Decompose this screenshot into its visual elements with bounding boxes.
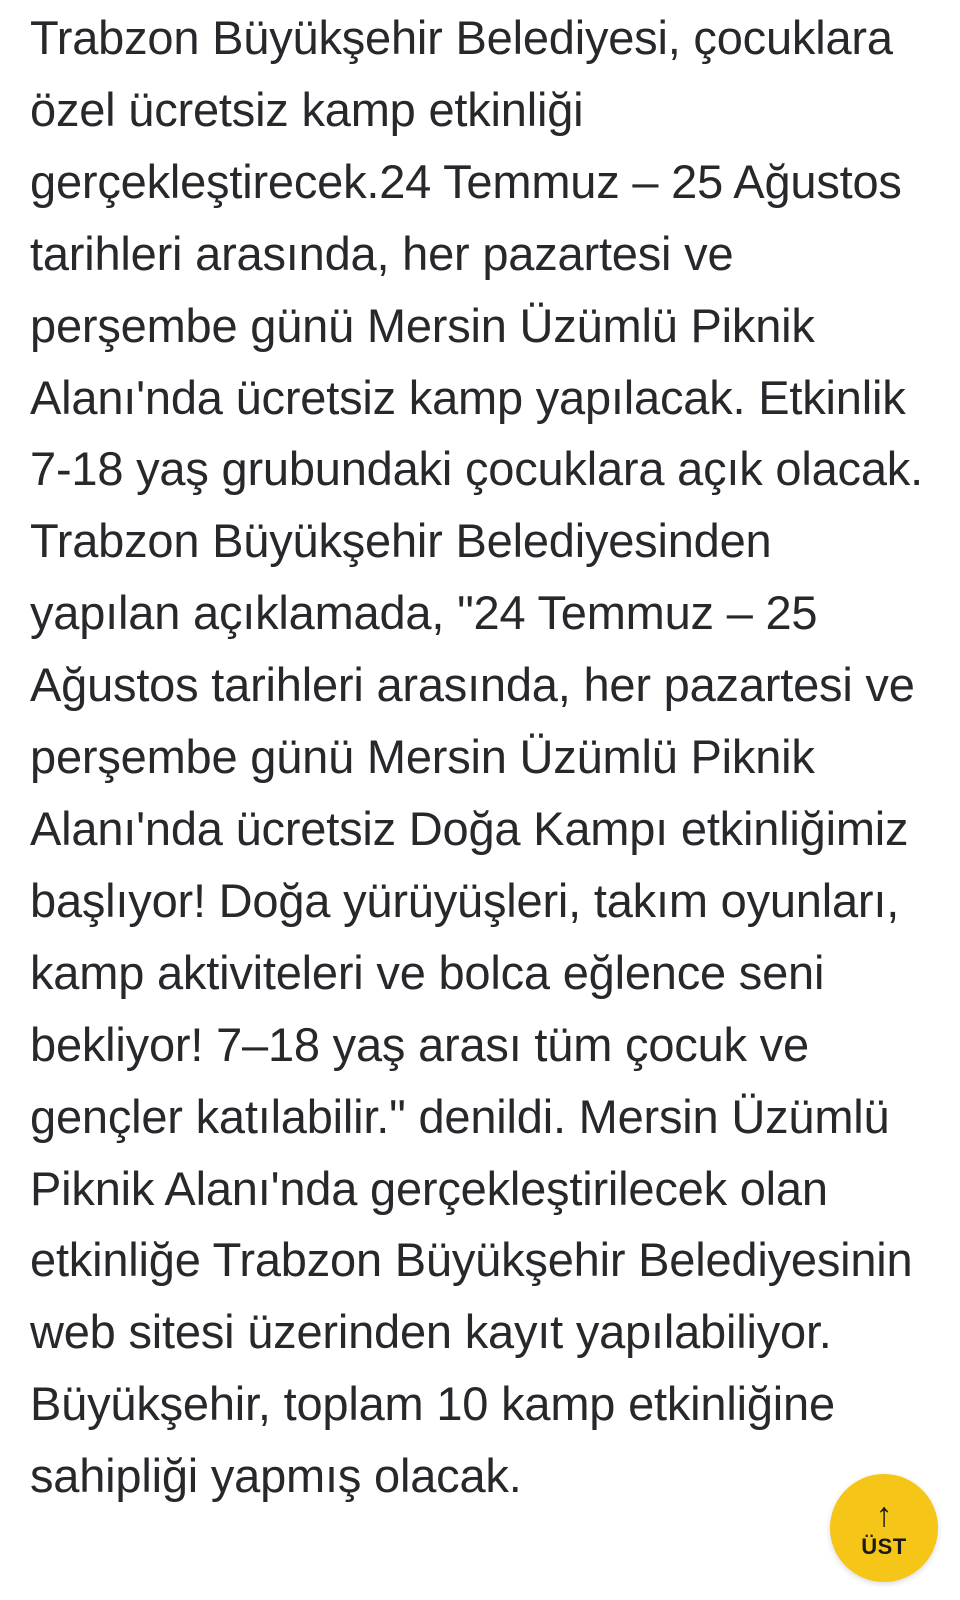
scroll-to-top-label: ÜST <box>861 1534 907 1559</box>
arrow-up-icon: ↑ <box>875 1496 893 1534</box>
article-body-text: Trabzon Büyükşehir Belediyesi, çocuklara özel ücretsiz kamp etkinliği gerçekleştirecek.24 Temmuz – 25 Ağustos tarihleri arasında, her pazartesi ve perşembe günü Mersin Üzümlü Piknik Alanı'nda ücretsiz kamp yapılacak. Etkinlik 7-18 yaş grubundaki çocuklara açık olacak. Trabzon Büyükşehir Belediyesinden yapılan açıklamada, "24 Temmuz – 25 Ağustos tarihleri arasında, her pazartesi ve perşembe günü Mersin Üzümlü Piknik Alanı'nda ücretsiz Doğa Kampı etkinliğimiz başlıyor! Doğa yürüyüşleri, takım oyunları, kamp aktiviteleri ve bolca eğlence seni bekliyor! 7–18 yaş arası tüm çocuk ve gençler katılabilir." denildi. Mersin Üzümlü Piknik Alanı'nda gerçekleştirilecek olan etkinliğe Trabzon Büyükşehir Belediyesinin web sitesi üzerinden kayıt yapılabiliyor. Büyükşehir, toplam 10 kamp etkinliğine sahipliği yapmış olacak. <box>30 11 923 1503</box>
scroll-to-top-button[interactable] <box>830 1474 938 1582</box>
